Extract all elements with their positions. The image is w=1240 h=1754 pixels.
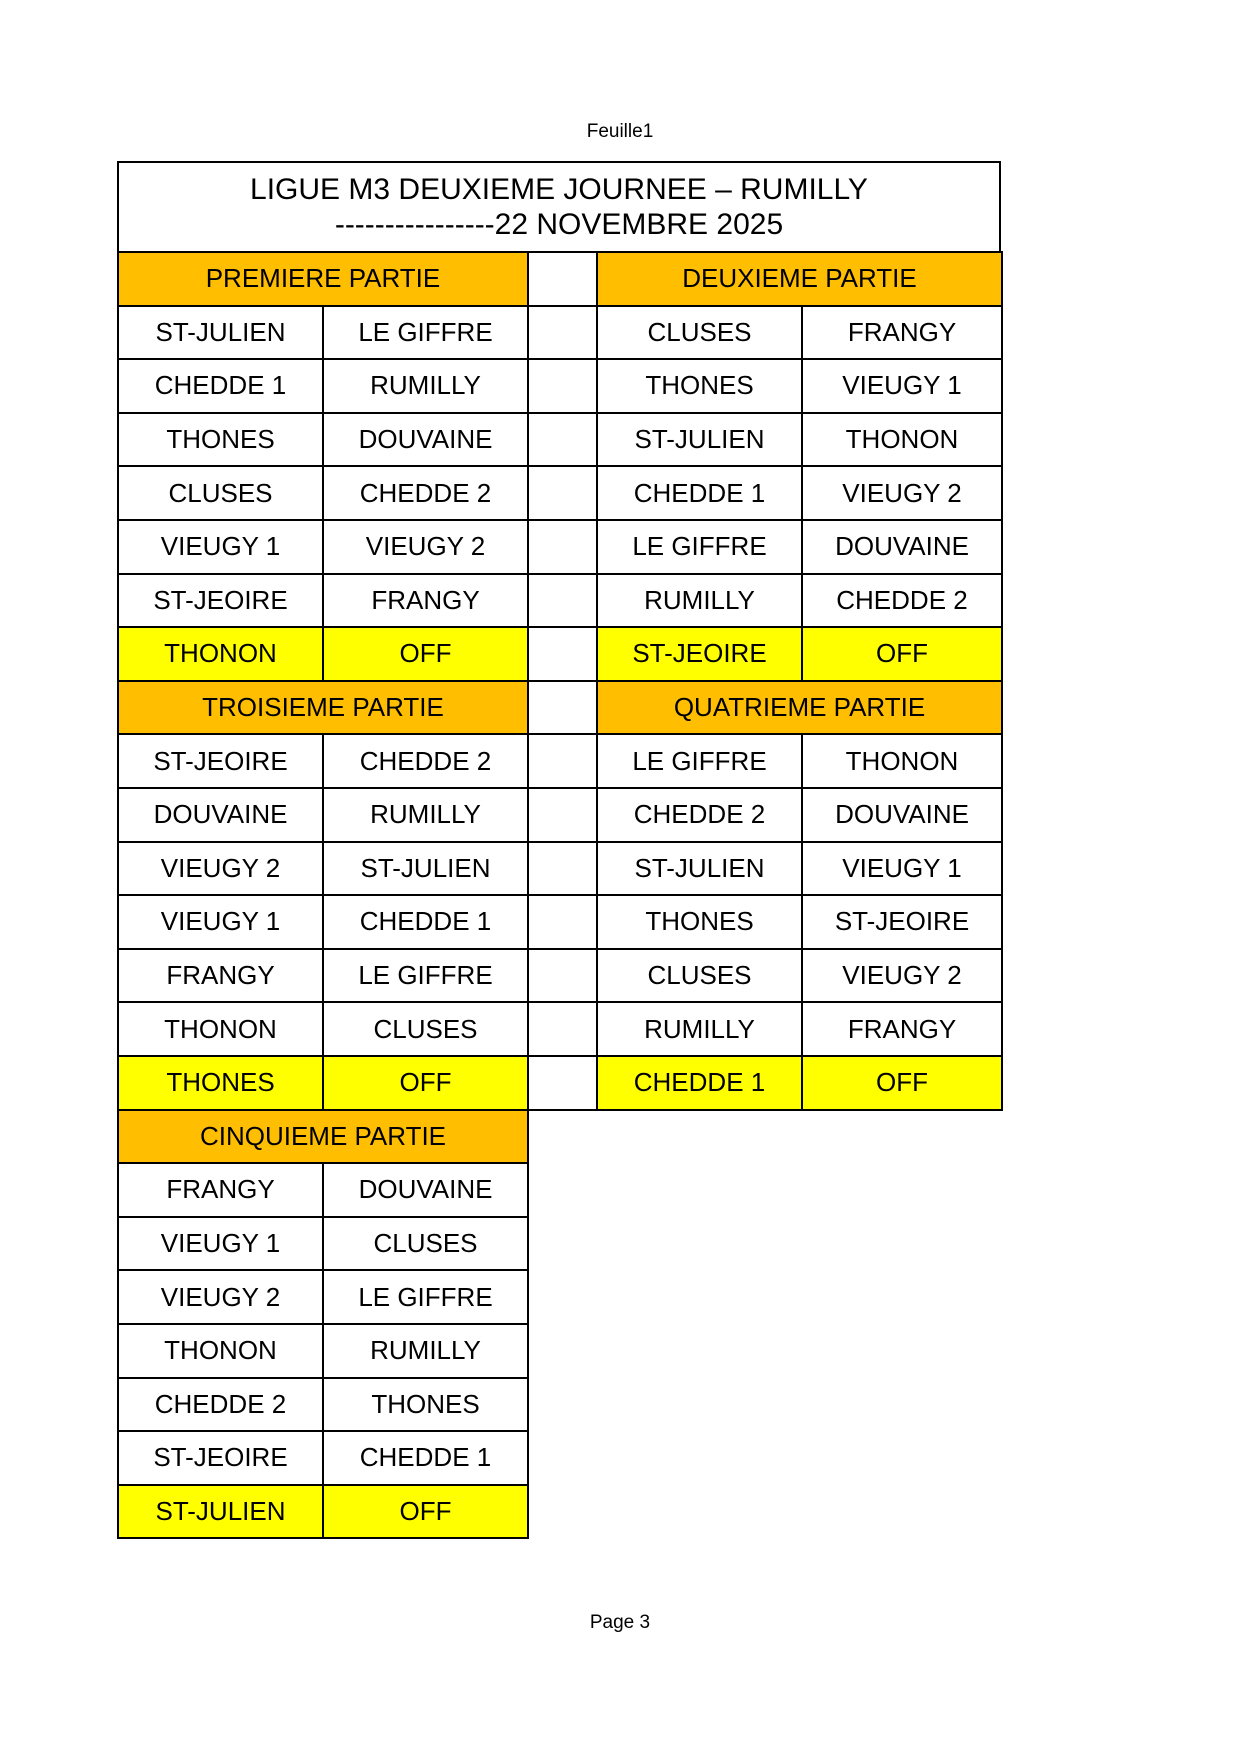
home-team-cell: FRANGY [117,948,324,1004]
spacer-cell [527,626,598,682]
away-team-cell: VIEUGY 1 [801,358,1003,414]
away-team-cell: ST-JEOIRE [801,894,1003,950]
away-team-cell: FRANGY [801,1001,1003,1057]
home-team-cell: CLUSES [596,305,803,361]
away-team-cell: VIEUGY 2 [322,519,529,575]
title-line-2: ----------------22 NOVEMBRE 2025 [334,208,784,241]
home-team-cell: LE GIFFRE [596,519,803,575]
home-team-cell: THONES [117,412,324,468]
away-team-cell: CLUSES [322,1216,529,1272]
away-team-cell: THONES [322,1377,529,1433]
away-team-cell: VIEUGY 1 [801,841,1003,897]
home-team-cell: RUMILLY [596,573,803,629]
title-line-1: LIGUE M3 DEUXIEME JOURNEE – RUMILLY [250,173,868,206]
home-team-cell: VIEUGY 2 [117,1269,324,1325]
home-team-cell: CHEDDE 2 [117,1377,324,1433]
spacer-cell [527,841,598,897]
away-team-cell: CHEDDE 2 [322,733,529,789]
home-team-cell: CLUSES [117,465,324,521]
away-team-cell: DOUVAINE [322,412,529,468]
away-team-cell: ST-JULIEN [322,841,529,897]
home-team-cell: DOUVAINE [117,787,324,843]
away-team-cell: CHEDDE 1 [322,894,529,950]
home-team-cell: ST-JEOIRE [117,573,324,629]
home-team-cell: VIEUGY 1 [117,1216,324,1272]
away-team-cell: VIEUGY 2 [801,948,1003,1004]
away-team-cell: DOUVAINE [322,1162,529,1218]
round-header: QUATRIEME PARTIE [596,680,1003,736]
schedule-title [117,161,1001,253]
home-team-cell: ST-JULIEN [596,841,803,897]
away-team-cell: RUMILLY [322,787,529,843]
home-team-cell: ST-JEOIRE [117,1430,324,1486]
spacer-cell [527,251,598,307]
bye-off-cell: OFF [322,1055,529,1111]
spacer-cell [527,1055,598,1111]
home-team-cell: CHEDDE 1 [117,358,324,414]
home-team-cell: RUMILLY [596,1001,803,1057]
away-team-cell: VIEUGY 2 [801,465,1003,521]
spacer-cell [527,1001,598,1057]
home-team-cell: THONES [596,894,803,950]
bye-off-cell: OFF [801,1055,1003,1111]
home-team-cell: VIEUGY 1 [117,894,324,950]
home-team-cell: FRANGY [117,1162,324,1218]
away-team-cell: THONON [801,412,1003,468]
home-team-cell: THONES [596,358,803,414]
home-team-cell: THONON [117,1323,324,1379]
bye-off-cell: OFF [322,626,529,682]
bye-team-cell: ST-JEOIRE [596,626,803,682]
away-team-cell: CHEDDE 2 [322,465,529,521]
away-team-cell: LE GIFFRE [322,1269,529,1325]
round-header: TROISIEME PARTIE [117,680,529,736]
spacer-cell [527,680,598,736]
away-team-cell: DOUVAINE [801,519,1003,575]
home-team-cell: VIEUGY 1 [117,519,324,575]
spacer-cell [527,787,598,843]
bye-off-cell: OFF [801,626,1003,682]
spacer-cell [527,948,598,1004]
bye-team-cell: THONES [117,1055,324,1111]
home-team-cell: CLUSES [596,948,803,1004]
page-number: Page 3 [589,1612,651,1633]
spacer-cell [527,733,598,789]
bye-team-cell: ST-JULIEN [117,1484,324,1540]
home-team-cell: ST-JULIEN [117,305,324,361]
bye-off-cell: OFF [322,1484,529,1540]
away-team-cell: CLUSES [322,1001,529,1057]
bye-team-cell: THONON [117,626,324,682]
round-header: CINQUIEME PARTIE [117,1109,529,1165]
away-team-cell: RUMILLY [322,358,529,414]
home-team-cell: CHEDDE 2 [596,787,803,843]
spacer-cell [527,519,598,575]
away-team-cell: RUMILLY [322,1323,529,1379]
away-team-cell: CHEDDE 1 [322,1430,529,1486]
away-team-cell: LE GIFFRE [322,948,529,1004]
spacer-cell [527,412,598,468]
spacer-cell [527,305,598,361]
away-team-cell: DOUVAINE [801,787,1003,843]
spacer-cell [527,573,598,629]
spacer-cell [527,894,598,950]
spacer-cell [527,358,598,414]
home-team-cell: ST-JULIEN [596,412,803,468]
round-header: DEUXIEME PARTIE [596,251,1003,307]
bye-team-cell: CHEDDE 1 [596,1055,803,1111]
home-team-cell: ST-JEOIRE [117,733,324,789]
home-team-cell: THONON [117,1001,324,1057]
round-header: PREMIERE PARTIE [117,251,529,307]
home-team-cell: CHEDDE 1 [596,465,803,521]
schedule-table [117,161,1001,1527]
home-team-cell: VIEUGY 2 [117,841,324,897]
sheet-name: Feuille1 [586,121,654,142]
away-team-cell: CHEDDE 2 [801,573,1003,629]
home-team-cell: LE GIFFRE [596,733,803,789]
away-team-cell: FRANGY [322,573,529,629]
away-team-cell: FRANGY [801,305,1003,361]
away-team-cell: LE GIFFRE [322,305,529,361]
away-team-cell: THONON [801,733,1003,789]
spacer-cell [527,465,598,521]
